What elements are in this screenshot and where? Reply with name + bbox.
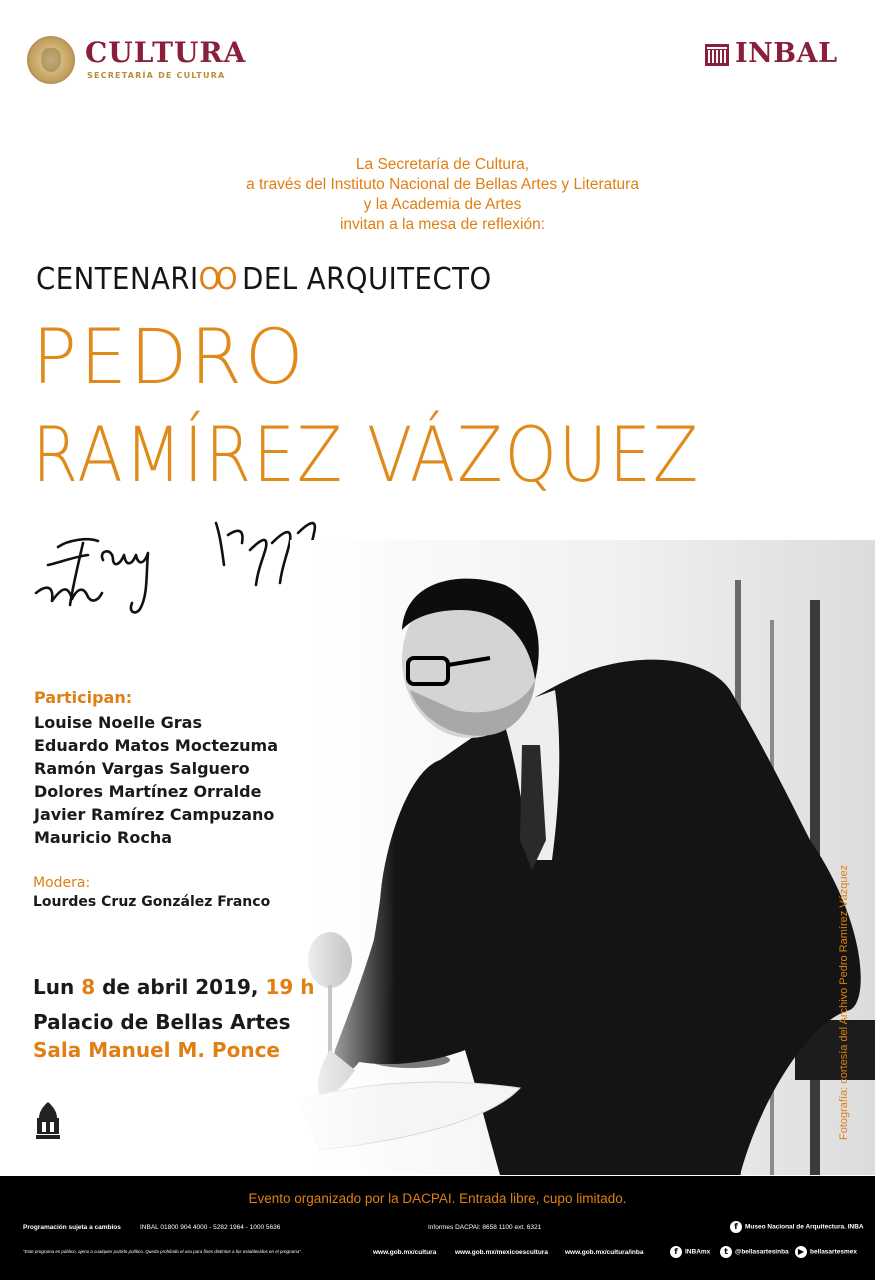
event-date-number: 8: [81, 975, 96, 999]
bellas-artes-icon: [705, 44, 729, 66]
moderator-label: Modera:: [33, 875, 91, 891]
architect-signature: [28, 505, 328, 620]
footer-social-twitter[interactable]: [720, 1246, 789, 1258]
footer-url-cultura[interactable]: www.gob.mx/cultura: [373, 1249, 437, 1256]
academia-de-artes-logo: [33, 1100, 63, 1142]
event-date-rest: de abril 2019,: [95, 975, 266, 999]
invitation-line: a través del Instituto Nacional de Bellas Artes y Literatura: [246, 176, 639, 193]
invitation-line: invitan a la mesa de reflexión:: [339, 216, 546, 233]
footer-museo-label: Museo Nacional de Arquitectura. INBA: [745, 1223, 864, 1231]
footer-url-inba[interactable]: www.gob.mx/cultura/inba: [565, 1249, 644, 1256]
centenario-text: CENTENARI: [36, 262, 199, 297]
footer-url-mexicoescultura[interactable]: www.gob.mx/mexicoescultura: [455, 1249, 548, 1256]
social-facebook-handle: INBAmx: [685, 1248, 711, 1256]
centenario-number-logo: OO: [198, 262, 233, 297]
inbal-logo-title: INBAL: [735, 38, 838, 69]
event-venue: Palacio de Bellas Artes: [33, 1010, 291, 1034]
footer-programacion: Programación sujeta a cambios: [23, 1224, 121, 1231]
event-hall: Sala Manuel M. Ponce: [33, 1038, 280, 1062]
footer-informes-dacpai: Informes DACPAI: 8658 1100 ext. 6321: [428, 1224, 542, 1231]
centenario-heading: [36, 262, 492, 297]
architect-first-name: PEDRO: [32, 312, 307, 401]
participant-name: Dolores Martínez Orralde: [34, 782, 262, 801]
participant-name: Louise Noelle Gras: [34, 713, 202, 732]
mexico-seal-logo: [27, 36, 75, 84]
facebook-icon: f: [730, 1221, 742, 1233]
architect-last-name: RAMÍREZ VÁZQUEZ: [32, 410, 701, 499]
cultura-logo-subtitle: SECRETARÍA DE CULTURA: [87, 71, 226, 80]
social-twitter-handle: @bellasartesinba: [735, 1248, 789, 1256]
moderator-name: Lourdes Cruz González Franco: [33, 894, 271, 910]
event-hour: 19 h: [265, 975, 315, 999]
event-date: [33, 975, 315, 999]
footer-social-facebook[interactable]: [670, 1246, 710, 1258]
youtube-icon: ▶: [795, 1246, 807, 1258]
footer-social-youtube[interactable]: [795, 1246, 857, 1258]
facebook-icon: f: [670, 1246, 682, 1258]
social-youtube-handle: bellasartesmex: [810, 1248, 857, 1256]
footer-main-text: Evento organizado por la DACPAI. Entrada libre, cupo limitado.: [248, 1191, 627, 1206]
arquitecto-text: DEL ARQUITECTO: [232, 262, 492, 297]
participant-name: Eduardo Matos Moctezuma: [34, 736, 278, 755]
invitation-line: La Secretaría de Cultura,: [355, 156, 530, 173]
footer-informes-inbal: INBAL 01800 904 4000 - 5282 1964 - 1000 5636: [140, 1224, 281, 1231]
participant-name: Mauricio Rocha: [34, 828, 172, 847]
participants-label: Participan:: [34, 688, 133, 707]
twitter-icon: t: [720, 1246, 732, 1258]
event-day: Lun: [33, 975, 82, 999]
footer-disclaimer: "Este programa es público, ajeno a cualquier partido político. Queda prohibido el uso para fines distintos a los establecidos en el programa".: [23, 1249, 303, 1254]
participant-name: Javier Ramírez Campuzano: [34, 805, 275, 824]
cultura-logo-title: CULTURA: [85, 36, 247, 69]
participants-list: [34, 711, 278, 849]
participant-name: Ramón Vargas Salguero: [34, 759, 250, 778]
photo-credit: Fotografía: cortesía del Archivo Pedro Ramírez Vázquez: [838, 864, 850, 1140]
architect-photo: [290, 540, 875, 1175]
invitation-line: y la Academia de Artes: [363, 196, 522, 213]
footer-museo: [730, 1221, 864, 1233]
invitation-text: [0, 155, 875, 235]
